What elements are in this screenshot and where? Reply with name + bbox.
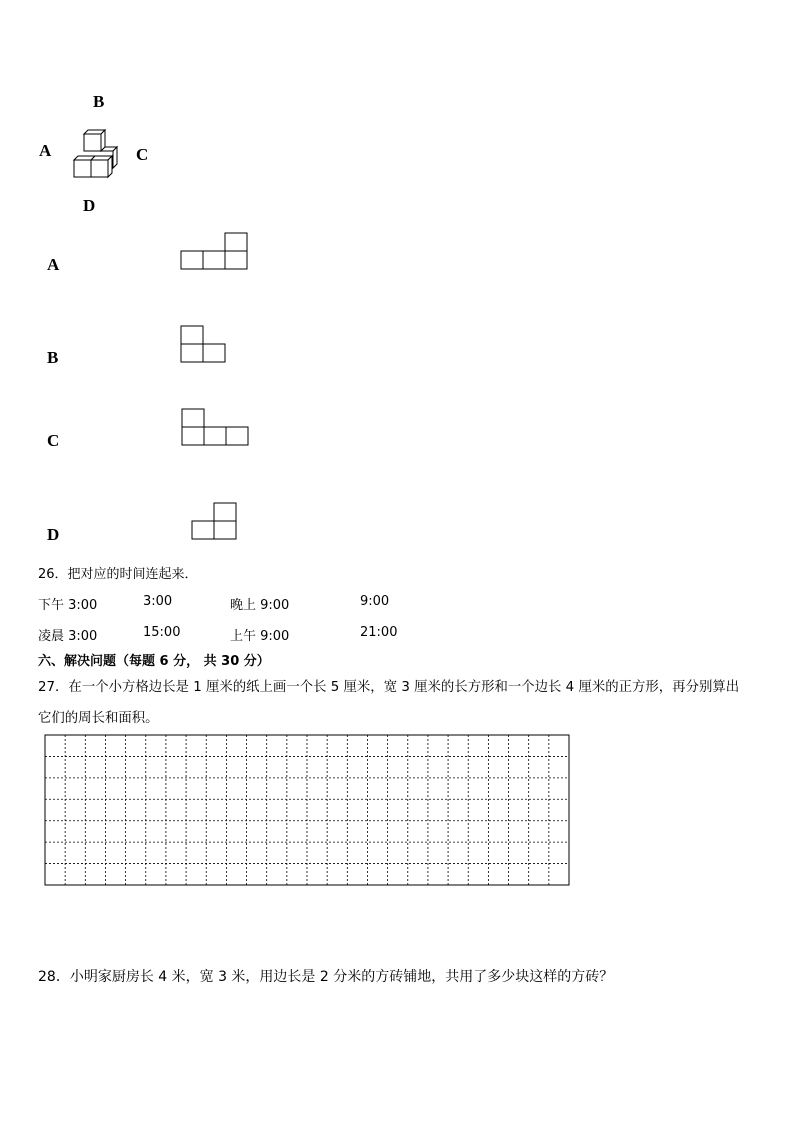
option-c-figure	[181, 408, 253, 448]
q26-row1-col3: 晚上 9:00	[230, 598, 290, 613]
option-a-label: A	[47, 255, 60, 274]
cube-label-c: C	[136, 145, 149, 164]
option-c-label: C	[47, 431, 60, 450]
q26-row2-col1: 凌晨 3:00	[38, 629, 98, 644]
option-b-figure	[180, 325, 230, 365]
q26-row2-col4: 21:00	[360, 625, 398, 640]
option-a-figure	[180, 232, 250, 272]
q26-row2-col2: 15:00	[143, 625, 181, 640]
grid-border	[45, 735, 569, 885]
cube-label-a: A	[39, 141, 52, 160]
q26-row1-col1: 下午 3:00	[38, 598, 98, 613]
q26-row1-col2: 3:00	[143, 594, 173, 609]
q26-title: 26．把对应的时间连起来．	[38, 567, 198, 582]
q27-line1: 27．在一个小方格边长是 1 厘米的纸上画一个长 5 厘米，宽 3 厘米的长方形和一个边长 4 厘米的正方形，再分别算出	[38, 680, 740, 695]
section6-title: 六、解决问题（每题 6 分， 共 30 分）	[38, 654, 270, 669]
option-d-figure	[191, 502, 241, 542]
cube-label-d: D	[83, 196, 96, 215]
q26-row2-col3: 上午 9:00	[230, 629, 290, 644]
q26-row1-col4: 9:00	[360, 594, 390, 609]
option-b-label: B	[47, 348, 59, 367]
q28-text: 28．小明家厨房长 4 米，宽 3 米，用边长是 2 分米的方砖铺地，共用了多少块这样的方砖？	[38, 969, 614, 985]
option-d-label: D	[47, 525, 60, 544]
cube-stack-figure	[70, 125, 130, 185]
cube-label-b: B	[93, 92, 105, 111]
grid-paper	[44, 734, 570, 886]
q27-line2: 它们的周长和面积。	[38, 711, 159, 726]
